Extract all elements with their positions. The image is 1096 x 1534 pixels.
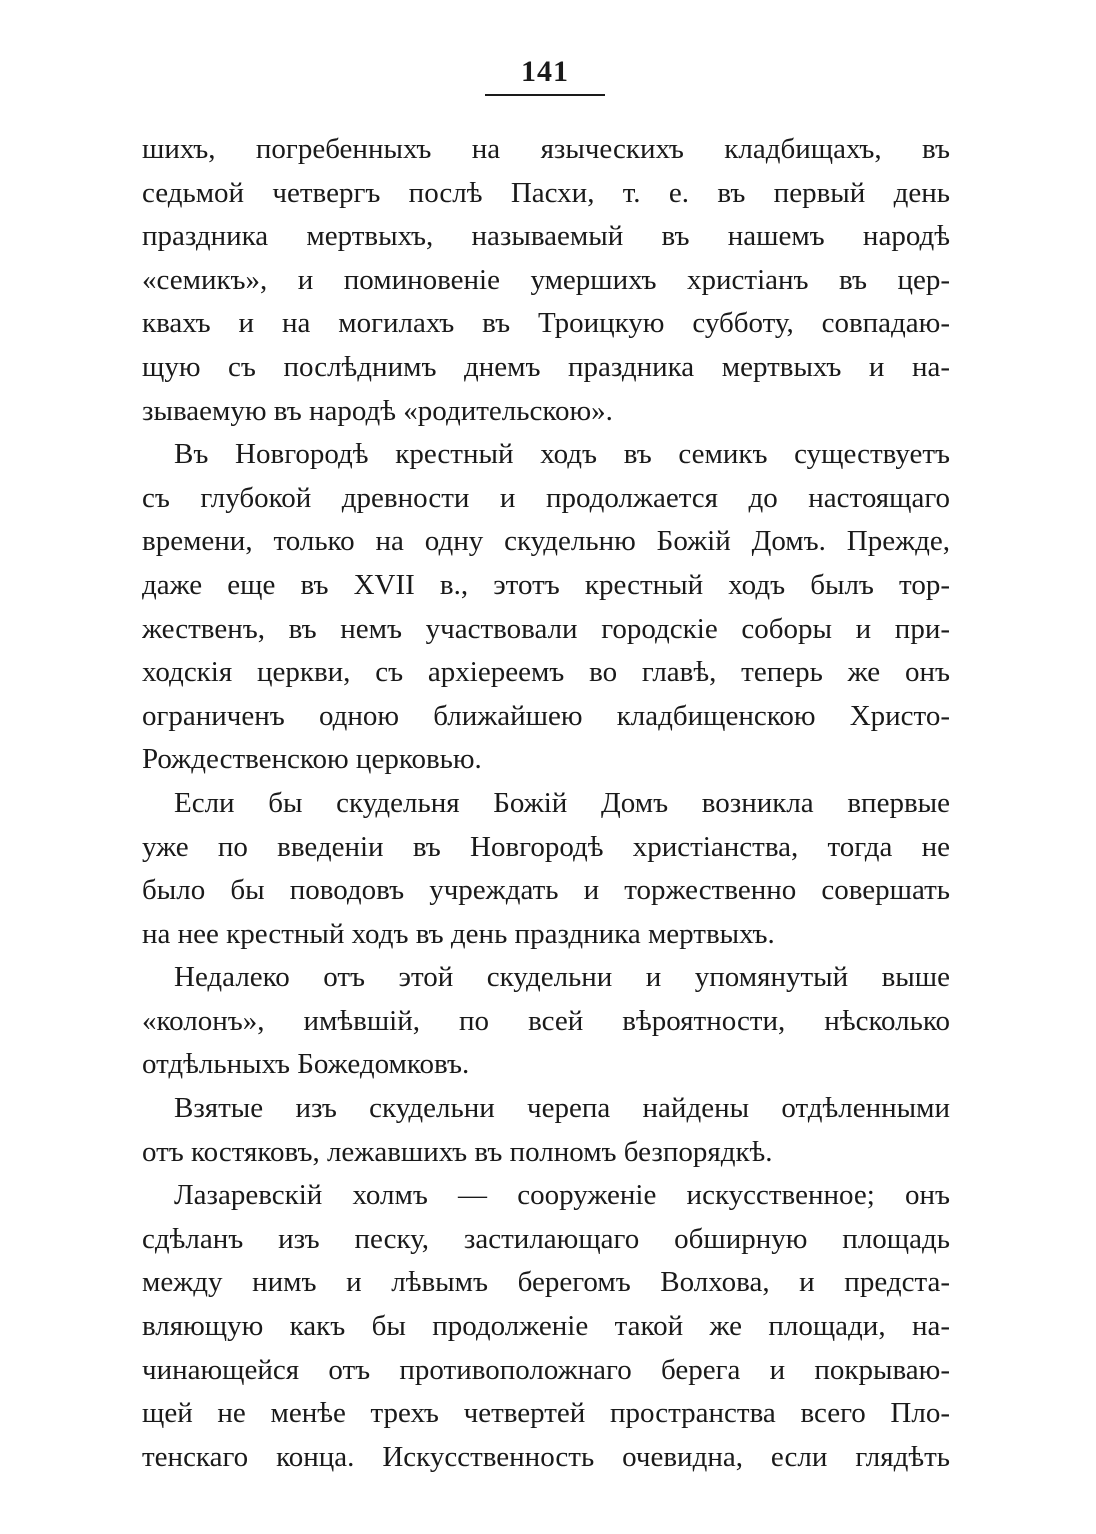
text-line: Недалеко отъ этой скудельни и упомянутый выше [174, 961, 950, 994]
text-line: шихъ, погребенныхъ на языческихъ кладбищахъ, въ [142, 133, 950, 165]
paragraph [142, 1174, 950, 1479]
header-rule [485, 94, 605, 96]
text-line: даже еще въ XVII в., этотъ крестный ходъ былъ тор- [142, 568, 950, 601]
text-line: уже по введенiи въ Новгородѣ христiанства, тогда не [142, 830, 950, 863]
text-line: на нее крестный ходъ въ день праздника мертвыхъ. [142, 917, 775, 950]
text-line: «семикъ», и поминовенiе умершихъ христiанъ въ цер- [142, 263, 950, 296]
text-line: праздника мертвыхъ, называемый въ нашемъ народѣ [142, 220, 950, 253]
text-line: съ глубокой древности и продолжается до настоящаго [142, 481, 950, 514]
paragraph [142, 433, 950, 782]
page-header [480, 52, 610, 96]
text-line: квахъ и на могилахъ въ Троицкую субботу, совпадаю- [142, 307, 950, 340]
text-line: времени, только на одну скудельню Божiй Домъ. Прежде, [142, 525, 950, 558]
page-number: 141 [521, 55, 569, 88]
text-line: зываемую въ народѣ «родительскою». [142, 394, 613, 427]
text-line: Въ Новгородѣ крестный ходъ въ семикъ существуетъ [174, 438, 950, 471]
paragraph [142, 128, 950, 433]
text-line: тенскаго конца. Искусственность очевидна, если глядѣть [142, 1440, 950, 1473]
text-line: ходскiя церкви, съ архiереемъ во главѣ, теперь же онъ [142, 656, 950, 689]
text-line: между нимъ и лѣвымъ берегомъ Волхова, и предста- [142, 1266, 950, 1299]
text-line: «колонъ», имѣвшiй, по всей вѣроятности, нѣсколько [142, 1004, 950, 1037]
text-line: Рождественскою церковью. [142, 743, 482, 776]
text-line: отъ костяковъ, лежавшихъ въ полномъ безпорядкѣ. [142, 1135, 773, 1168]
body-text [142, 128, 950, 1479]
text-line: Если бы скудельня Божiй Домъ возникла впервые [174, 786, 950, 819]
text-line: щей не менѣе трехъ четвертей пространства всего Пло- [142, 1397, 950, 1430]
text-line: Лазаревскiй холмъ — сооруженiе искусственное; онъ [174, 1179, 950, 1212]
paragraph [142, 956, 950, 1087]
text-line: сдѣланъ изъ песку, застилающаго обширную площадь [142, 1222, 950, 1255]
text-line: Взятые изъ скудельни черепа найдены отдѣленными [174, 1092, 950, 1125]
text-line: отдѣльныхъ Божедомковъ. [142, 1048, 470, 1081]
text-line: ограниченъ одною ближайшею кладбищенскою Христо- [142, 699, 950, 732]
text-line: чинающейся отъ противоположнаго берега и покрываю- [142, 1353, 950, 1386]
paragraph [142, 1087, 950, 1174]
text-line: седьмой четвергъ послѣ Пасхи, т. е. въ первый день [142, 176, 950, 209]
text-line: вляющую какъ бы продолженiе такой же площади, на- [142, 1310, 950, 1343]
text-line: жественъ, въ немъ участвовали городскiе соборы и при- [142, 612, 950, 645]
text-line: щую съ послѣднимъ днемъ праздника мертвыхъ и на- [142, 350, 950, 383]
paragraph [142, 782, 950, 956]
text-line: было бы поводовъ учреждать и торжественно совершать [142, 874, 950, 907]
